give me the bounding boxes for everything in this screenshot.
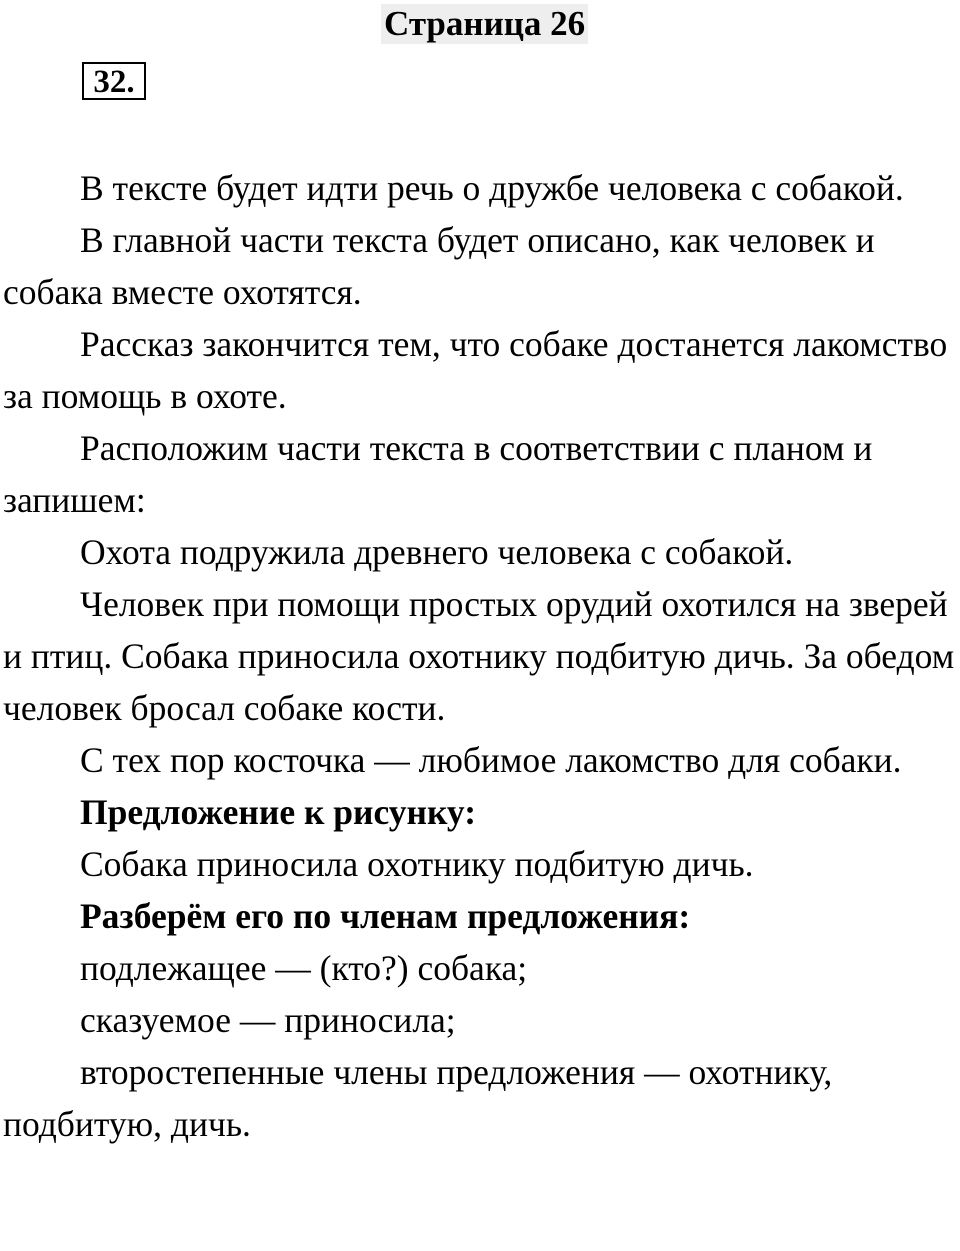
paragraph-story-main: Человек при помощи простых орудий охотился на зверей и птиц. Собака приносила охотнику подбитую дичь. За обедом человек бросал собаке кости. [3,584,955,728]
answer-text [3,162,957,1150]
analysis-secondary-members: второстепенные члены предложения — охотнику, подбитую, дичь. [3,1052,833,1144]
picture-heading: Предложение к рисунку: [80,792,477,832]
paragraph-topic: В тексте будет идти речь о дружбе человека с собакой. [80,168,904,208]
paragraph-ending: Рассказ закончится тем, что собаке достанется лакомство за помощь в охоте. [3,324,948,416]
paragraph-story-end: С тех пор косточка — любимое лакомство для собаки. [80,740,902,780]
task-number-badge: 32. [82,62,146,100]
analysis-predicate: сказуемое — приносила; [80,1000,456,1040]
paragraph-main-part: В главной части текста будет описано, как человек и собака вместе охотятся. [3,220,875,312]
paragraph-story-intro: Охота подружила древнего человека с собакой. [80,532,794,572]
analysis-heading: Разберём его по членам предложения: [80,896,691,936]
paragraph-instruction: Расположим части текста в соответствии с планом и запишем: [3,428,873,520]
picture-sentence: Собака приносила охотнику подбитую дичь. [80,844,754,884]
page-title: Страница 26 [381,4,588,44]
analysis-subject: подлежащее — (кто?) собака; [80,948,528,988]
